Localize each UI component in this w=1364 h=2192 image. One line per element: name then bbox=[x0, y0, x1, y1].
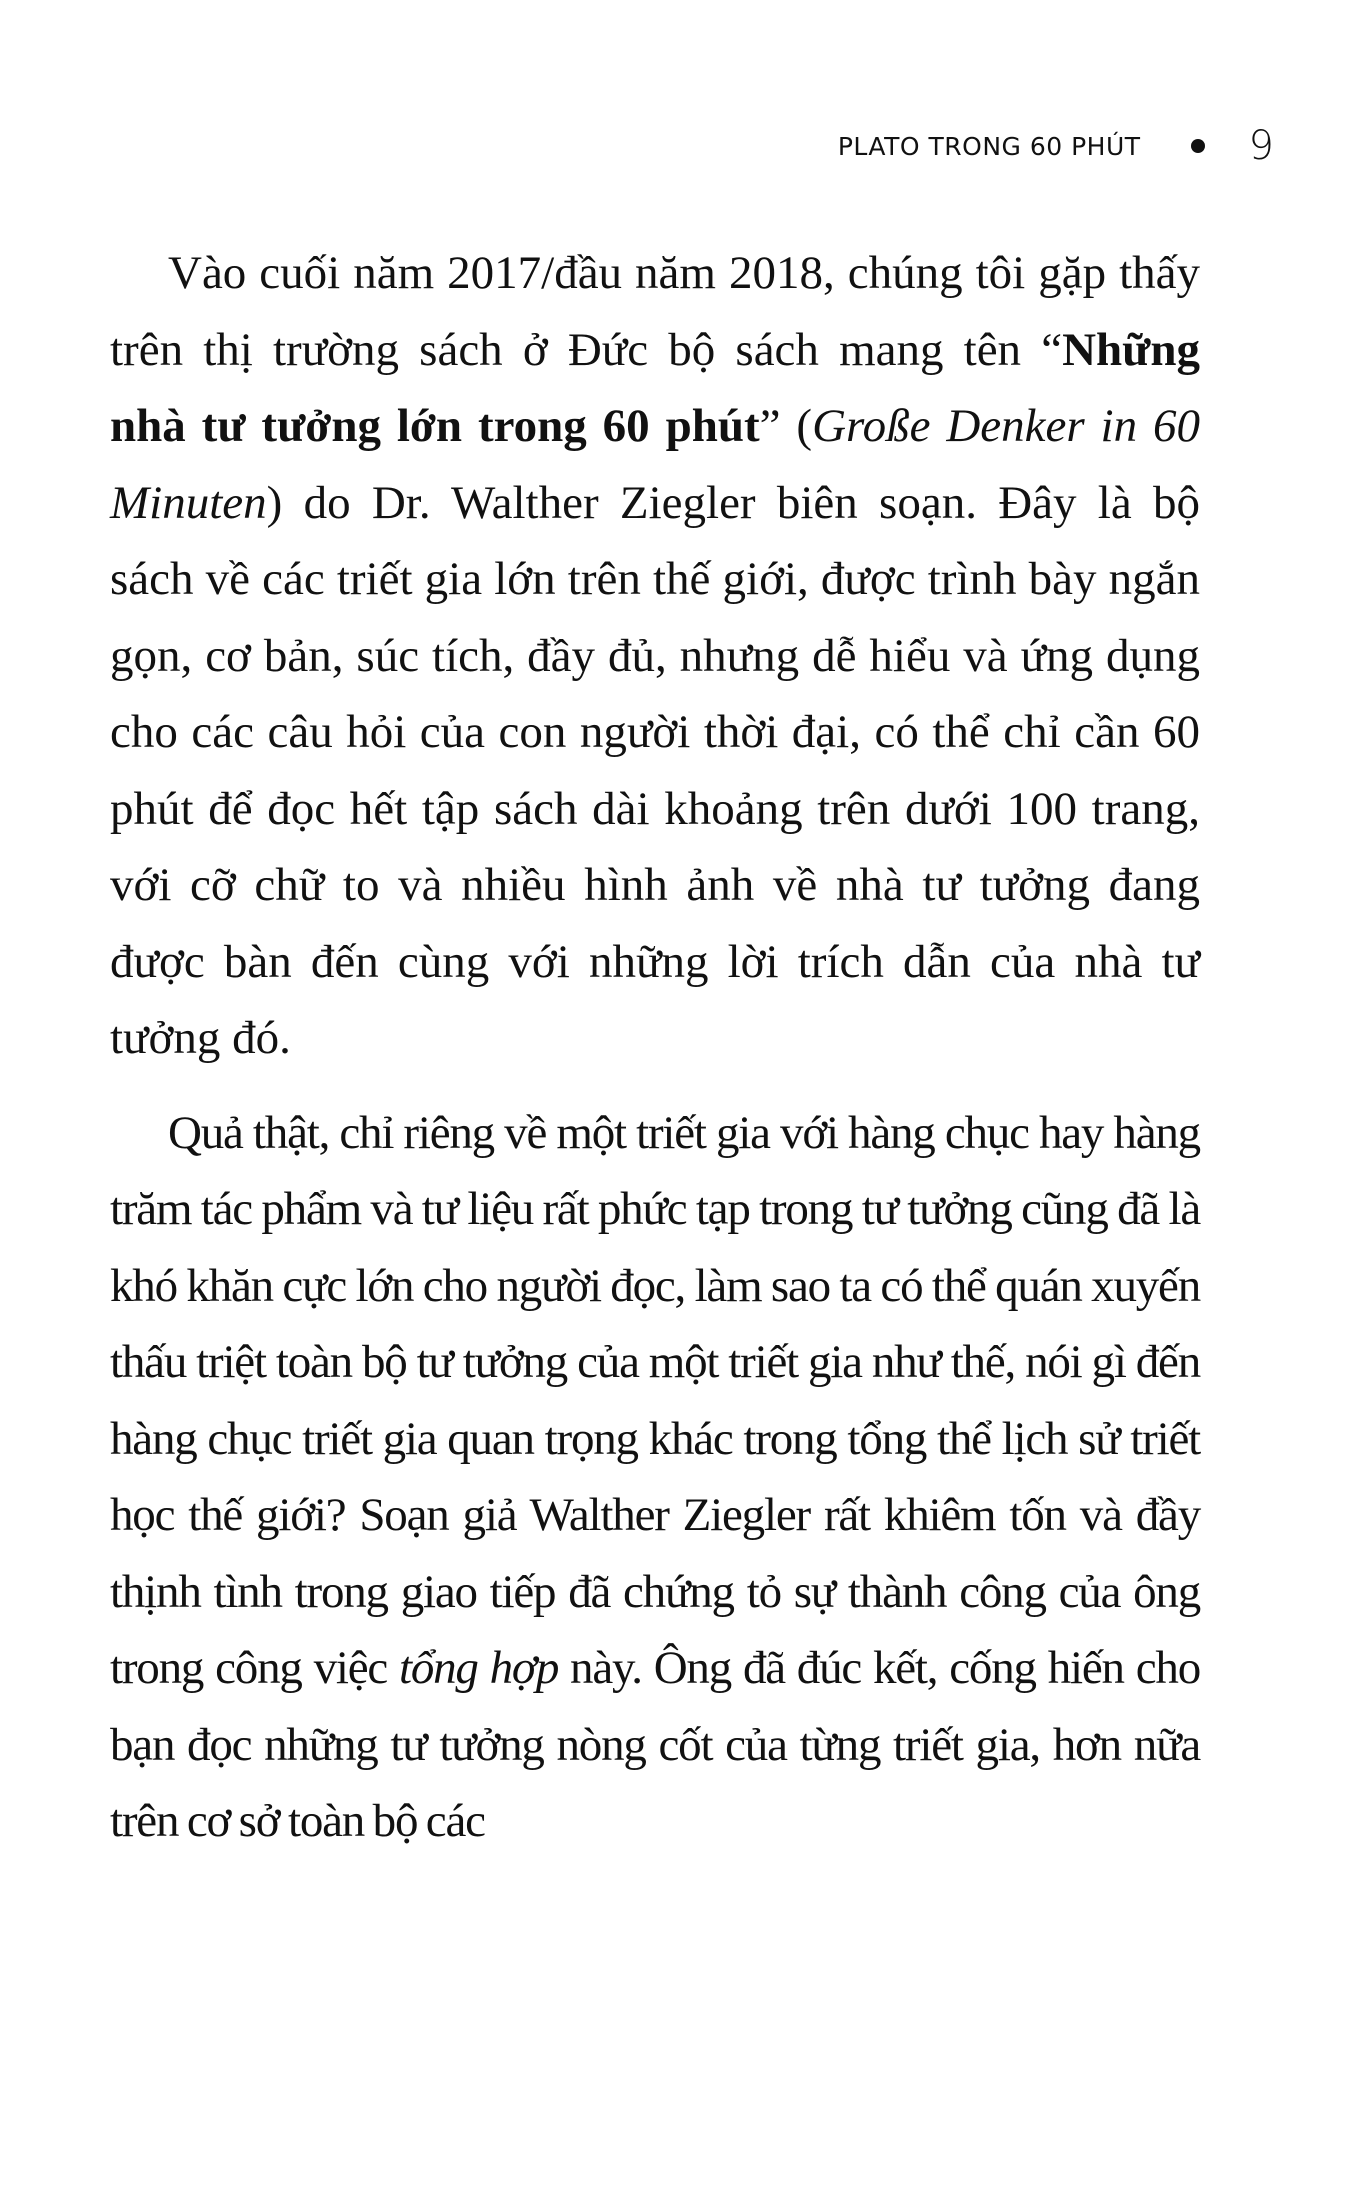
emphasis-tong-hop: tổng hợp bbox=[398, 1642, 559, 1694]
bullet-separator-icon bbox=[1191, 139, 1205, 153]
book-series-title: Những nhà tư tưởng lớn trong 60 phút bbox=[110, 323, 1200, 452]
german-title: Große Denker in 60 Minuten bbox=[110, 400, 1201, 529]
paragraph-1 bbox=[110, 235, 1200, 1077]
paragraph-1-text-cont: ) do Dr. Walther Ziegler biên soạn. Đây là bộ sách về các triết gia lớn trên thế giới, được trình bày ngắn gọn, cơ bản, súc tích, đầy đủ, nhưng dễ hiểu và ứng dụng cho các câu hỏi của con người thời đại, có thể chỉ cần 60 phút để đọc hết tập sách dài khoảng trên dưới 100 trang, với cỡ chữ to và nhiều hình ảnh về nhà tư tưởng đang được bàn đến cùng với những lời trích dẫn của nhà tư tưởng đó. bbox=[110, 476, 1200, 1064]
paragraph-2 bbox=[110, 1095, 1200, 1860]
paragraph-2-text: Quả thật, chỉ riêng về một triết gia với hàng chục hay hàng trăm tác phẩm và tư liệu rất phức tạp trong tư tưởng cũng đã là khó khăn cực lớn cho người đọc, làm sao ta có thể quán xuyến thấu triệt toàn bộ tư tưởng của một triết gia như thế, nói gì đến hàng chục triết gia quan trọng khác trong tổng thể lịch sử triết học thế giới? Soạn giả Walther Ziegler rất khiêm tốn và đầy thịnh tình trong giao tiếp đã chứng tỏ sự thành công của ông trong công việc bbox=[110, 1106, 1200, 1694]
running-title: PLATO TRONG 60 PHÚT bbox=[837, 131, 1141, 161]
running-header bbox=[838, 124, 1274, 168]
paragraph-1-punct: ” ( bbox=[759, 400, 813, 452]
paragraph-2-text-cont: này. Ông đã đúc kết, cống hiến cho bạn đọc những tư tưởng nòng cốt của từng triết gia, hơn nữa trên cơ sở toàn bộ các bbox=[110, 1642, 1200, 1847]
paragraph-1-text: Vào cuối năm 2017/đầu năm 2018, chúng tôi gặp thấy trên thị trường sách ở Đức bộ sách mang tên “ bbox=[110, 247, 1200, 376]
page-number: 9 bbox=[1248, 123, 1274, 169]
body-text bbox=[110, 235, 1200, 1860]
